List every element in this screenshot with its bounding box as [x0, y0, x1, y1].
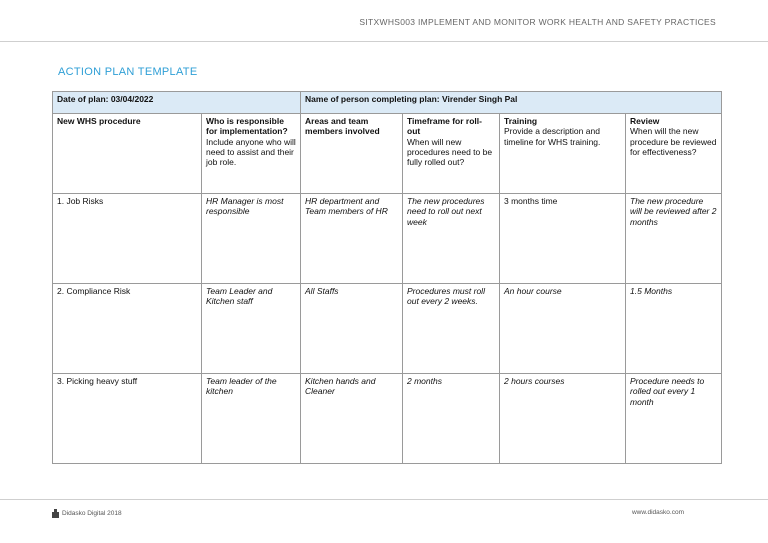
- course-header: SITXWHS003 IMPLEMENT AND MONITOR WORK HEALTH AND SAFETY PRACTICES: [359, 17, 716, 27]
- column-header: [301, 114, 403, 194]
- column-header: [403, 114, 500, 194]
- table-row: [53, 194, 722, 284]
- review-cell: Procedure needs to rolled out every 1 month: [626, 374, 722, 464]
- page-title: ACTION PLAN TEMPLATE: [58, 66, 198, 78]
- training-cell: 3 months time: [500, 194, 626, 284]
- table-row: [53, 374, 722, 464]
- responsible-cell: Team leader of the kitchen: [202, 374, 301, 464]
- header-divider: [0, 41, 768, 42]
- responsible-cell: Team Leader and Kitchen staff: [202, 284, 301, 374]
- column-title: New WHS procedure: [57, 116, 141, 126]
- column-header-row: [53, 114, 722, 194]
- training-cell: 2 hours courses: [500, 374, 626, 464]
- training-cell: An hour course: [500, 284, 626, 374]
- column-title: Training: [504, 116, 538, 126]
- timeframe-cell: The new procedures need to roll out next week: [403, 194, 500, 284]
- areas-cell: Kitchen hands and Cleaner: [301, 374, 403, 464]
- procedure-cell: 2. Compliance Risk: [53, 284, 202, 374]
- plan-info-row: [53, 92, 722, 114]
- action-plan-table: [52, 91, 722, 464]
- footer-copyright: [52, 509, 122, 518]
- date-of-plan: Date of plan: 03/04/2022: [53, 92, 301, 114]
- table-row: [53, 284, 722, 374]
- procedure-cell: 3. Picking heavy stuff: [53, 374, 202, 464]
- timeframe-cell: Procedures must roll out every 2 weeks.: [403, 284, 500, 374]
- column-title: Areas and team members involved: [305, 116, 380, 137]
- column-subtitle: When will new procedures need to be fully rolled out?: [407, 136, 493, 168]
- procedure-cell: 1. Job Risks: [53, 194, 202, 284]
- column-subtitle: Include anyone who will need to assist and their job role.: [206, 136, 296, 168]
- footer-left-text: Didasko Digital 2018: [62, 510, 122, 517]
- column-header: [626, 114, 722, 194]
- didasko-logo-icon: [52, 509, 59, 518]
- review-cell: 1.5 Months: [626, 284, 722, 374]
- column-title: Timeframe for roll-out: [407, 116, 482, 137]
- areas-cell: All Staffs: [301, 284, 403, 374]
- responsible-cell: HR Manager is most responsible: [202, 194, 301, 284]
- column-header: [500, 114, 626, 194]
- column-title: Review: [630, 116, 660, 126]
- column-subtitle: Provide a description and timeline for WHS training.: [504, 126, 601, 147]
- column-header: [53, 114, 202, 194]
- person-completing-plan: Name of person completing plan: Virender Singh Pal: [301, 92, 722, 114]
- areas-cell: HR department and Team members of HR: [301, 194, 403, 284]
- review-cell: The new procedure will be reviewed after 2 months: [626, 194, 722, 284]
- footer-website: www.didasko.com: [631, 509, 684, 516]
- column-title: Who is responsible for implementation?: [206, 116, 288, 137]
- timeframe-cell: 2 months: [403, 374, 500, 464]
- footer-divider: [0, 499, 768, 500]
- column-subtitle: When will the new procedure be reviewed for effectiveness?: [630, 126, 717, 158]
- column-header: [202, 114, 301, 194]
